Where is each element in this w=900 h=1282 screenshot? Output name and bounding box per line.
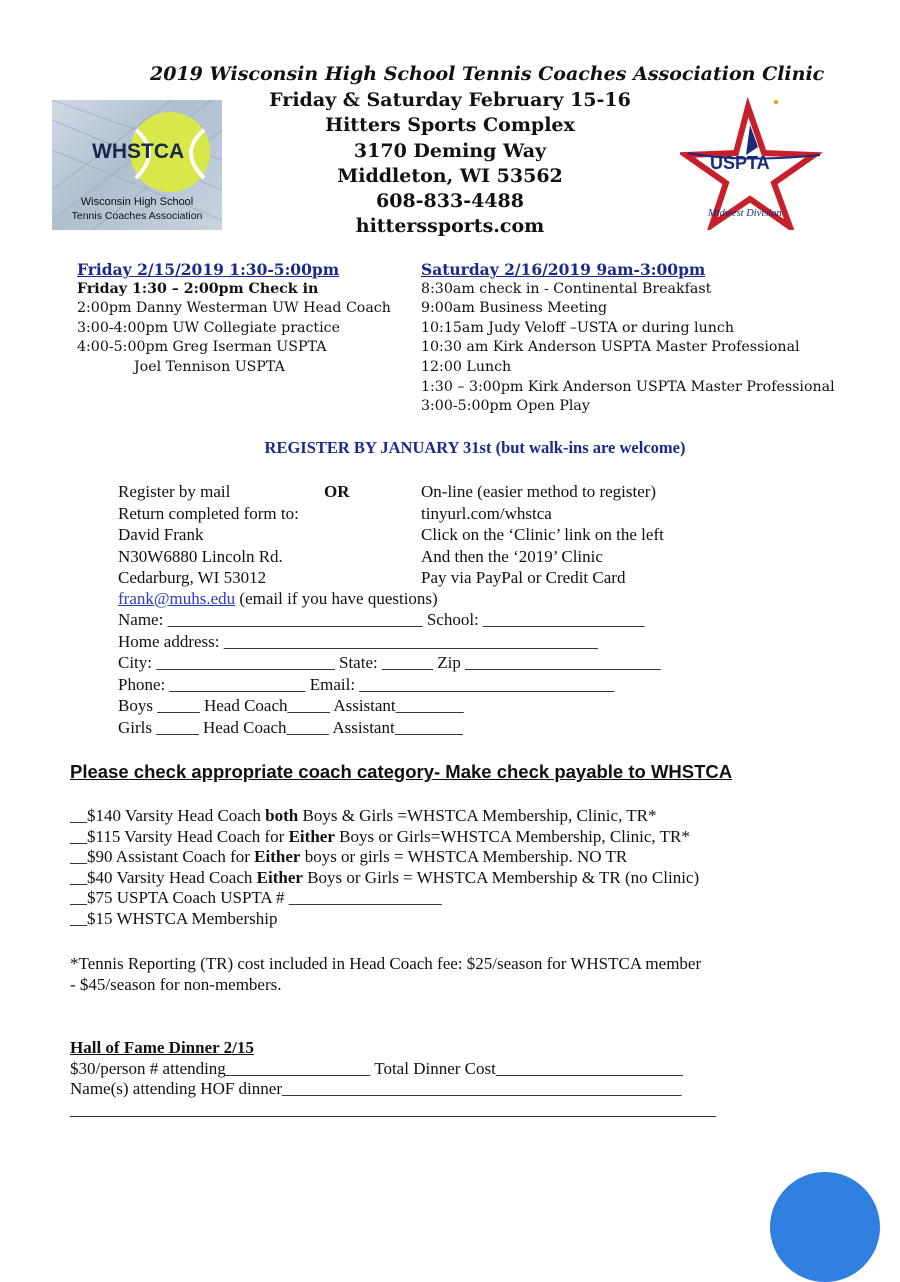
girls-field[interactable]: Girls _____ Head Coach_____ Assistant________	[118, 717, 463, 737]
friday-item: Joel Tennison USPTA	[134, 358, 285, 375]
phone-email-field[interactable]: Phone: ________________ Email: ______________________________	[118, 674, 615, 694]
venue-name: Hitters Sports Complex	[325, 114, 575, 136]
hof-attending-field[interactable]: $30/person # attending_________________ Total Dinner Cost______________________	[70, 1058, 683, 1078]
saturday-item: 12:00 Lunch	[421, 358, 512, 375]
mail-heading: Register by mail	[118, 482, 231, 501]
fee-option[interactable]: __$140 Varsity Head Coach both Boys & Girls =WHSTCA Membership, Clinic, TR*	[70, 806, 657, 825]
saturday-item: 1:30 – 3:00pm Kirk Anderson USPTA Master Professional	[421, 378, 835, 395]
friday-item: 3:00-4:00pm UW Collegiate practice	[77, 319, 341, 336]
uspta-logo	[680, 95, 830, 230]
tr-note	[70, 954, 701, 995]
email-link[interactable]: frank@muhs.edu	[118, 589, 236, 608]
friday-item: 4:00-5:00pm Greg Iserman USPTA	[77, 339, 327, 356]
whstca-logo-abbr: WHSTCA	[92, 140, 185, 163]
fee-option[interactable]: __$15 WHSTCA Membership	[70, 908, 278, 928]
venue-street: 3170 Deming Way	[353, 140, 547, 162]
email-note: (email if you have questions)	[235, 589, 438, 608]
online-instruction: Click on the ‘Clinic’ link on the left	[421, 525, 664, 544]
friday-item: Friday 1:30 – 2:00pm Check in	[77, 280, 319, 297]
home-address-field[interactable]: Home address: ____________________________________________	[118, 631, 598, 651]
mail-address: N30W6880 Lincoln Rd.	[118, 546, 283, 566]
city-state-zip-field[interactable]: City: _____________________ State: ______ Zip _______________________	[118, 653, 661, 672]
category-heading: Please check appropriate coach category- Make check payable to WHSTCA	[70, 761, 733, 782]
venue-website: hitterssports.com	[355, 215, 545, 237]
registration-form	[118, 609, 661, 738]
fee-options	[70, 806, 699, 930]
mail-city: Cedarburg, WI 53012	[118, 568, 267, 587]
saturday-title: Saturday 2/16/2019 9am-3:00pm	[421, 260, 706, 279]
hof-names-field[interactable]: Name(s) attending HOF dinner_______________________________________________	[70, 1079, 682, 1099]
name-school-field[interactable]: Name: ______________________________ School: ___________________	[118, 610, 645, 629]
mail-instruction: Return completed form to:	[118, 503, 299, 523]
hof-names-extra-line[interactable]: ____________________________________________________________________________	[70, 1099, 716, 1119]
venue-city: Middleton, WI 53562	[337, 165, 563, 187]
tr-note-line: - $45/season for non-members.	[70, 974, 282, 994]
venue-phone: 608-833-4488	[376, 190, 524, 212]
register-by-mail	[118, 481, 350, 589]
register-online	[421, 481, 664, 589]
fee-option[interactable]: __$75 USPTA Coach USPTA # __________________	[70, 888, 442, 908]
saturday-item: 9:00am Business Meeting	[421, 300, 608, 317]
register-banner: REGISTER BY JANUARY 31st (but walk-ins are welcome)	[264, 438, 686, 457]
whstca-logo-line2: Tennis Coaches Association	[71, 210, 203, 222]
saturday-item: 3:00-5:00pm Open Play	[421, 398, 590, 415]
uspta-division: Midwest Division	[708, 208, 782, 219]
fee-option[interactable]: __$115 Varsity Head Coach for Either Boys or Girls=WHSTCA Membership, Clinic, TR*	[70, 826, 690, 846]
saturday-item: 10:30 am Kirk Anderson USPTA Master Professional	[421, 339, 800, 356]
online-heading: On-line (easier method to register)	[421, 482, 657, 501]
or-label: OR	[324, 482, 350, 501]
friday-item: 2:00pm Danny Westerman UW Head Coach	[77, 300, 391, 317]
saturday-item: 10:15am Judy Veloff –USTA or during lunch	[421, 319, 734, 336]
whstca-logo-line1: Wisconsin High School	[80, 196, 194, 208]
uspta-logo-abbr: USPTA	[710, 153, 770, 173]
friday-schedule	[77, 260, 391, 378]
floating-action-button[interactable]	[770, 1172, 880, 1282]
hof-heading: Hall of Fame Dinner 2/15	[70, 1038, 254, 1057]
fee-option[interactable]: __$40 Varsity Head Coach Either Boys or Girls = WHSTCA Membership & TR (no Clinic)	[70, 867, 700, 887]
saturday-item: 8:30am check in - Continental Breakfast	[421, 280, 712, 297]
email-line	[118, 588, 438, 610]
mail-recipient: David Frank	[118, 525, 204, 544]
hof-section	[70, 1038, 716, 1120]
online-url[interactable]: tinyurl.com/whstca	[421, 503, 552, 523]
tr-note-line: *Tennis Reporting (TR) cost included in Head Coach fee: $25/season for WHSTCA member	[70, 954, 702, 973]
boys-field[interactable]: Boys _____ Head Coach_____ Assistant________	[118, 696, 464, 715]
clinic-dates: Friday & Saturday February 15-16	[269, 89, 631, 111]
friday-title: Friday 2/15/2019 1:30-5:00pm	[77, 260, 340, 279]
fee-option[interactable]: __$90 Assistant Coach for Either boys or girls = WHSTCA Membership. NO TR	[70, 847, 628, 867]
clinic-title: 2019 Wisconsin High School Tennis Coaches Association Clinic	[150, 63, 825, 85]
online-instruction: And then the ‘2019’ Clinic	[421, 546, 603, 566]
whstca-logo	[52, 100, 222, 230]
saturday-schedule	[421, 260, 835, 417]
online-payment: Pay via PayPal or Credit Card	[421, 568, 626, 587]
